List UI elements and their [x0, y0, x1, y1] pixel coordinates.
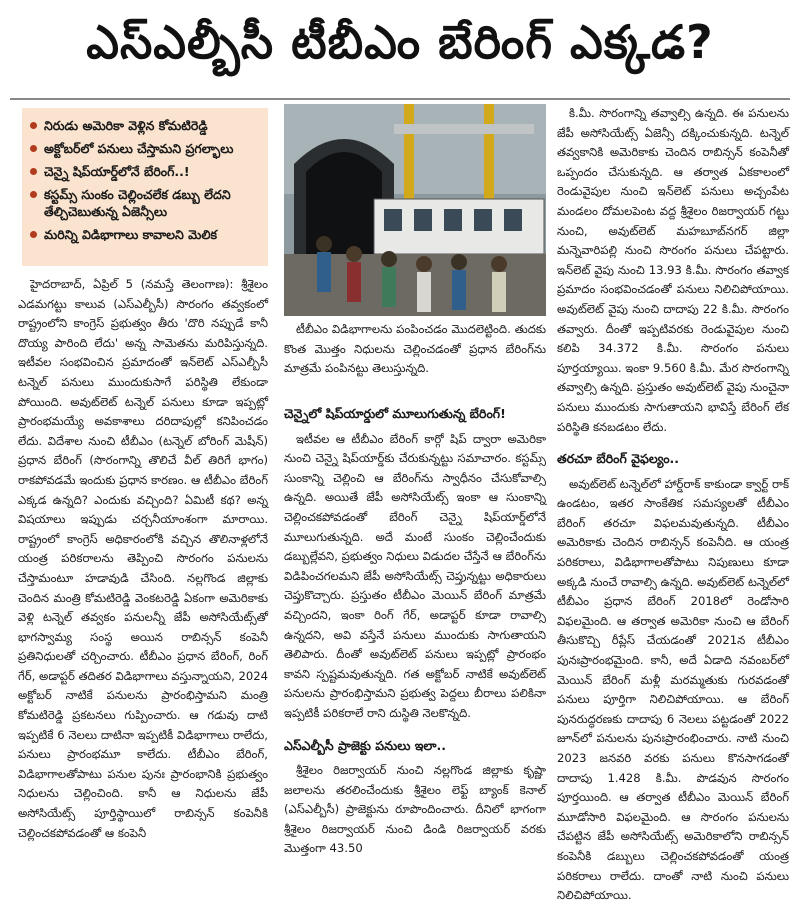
article-paragraph: ఇటీవల ఆ టీబీఎం బేరింగ్ కార్గో షిప్ ద్వారా అమెరికా నుంచి చెన్నై షిప్‌యార్డ్‌కు చేరుకున్నట్టు సమాచారం. కస్టమ్స్ సుంకాన్ని చెల్లించి ఆ బేరింగ్‌ను స్వాధీనం చేసుకోవాల్సి ఉన్నది. అయితే జేపీ అసోసియేట్స్ ఇంకా ఆ సుంకాన్ని చెల్లించకపోవడంతో బేరింగ్ చెన్నై షిప్‌యార్డ్‌లోనే మూలుగుతున్నది. అదే మంటే సుంకం చెల్లించేందుకు డబ్బుల్లేవని, ప్రభుత్వం నిధులు విడుదల చేస్తేనే ఆ బేరింగ్‌ను విడిపించగలమని జేపీ అసోసియేట్స్ చెప్తున్నట్టు అధికారులు చెప్తుకొచ్చారు. ప్రస్తుతం టీబీఎం మెయిన్ బేరింగ్ మాత్రమే వచ్చిందని, ఇంకా రింగ్ గేర్, అడాప్టర్ కూడా రావాల్సి ఉన్నదని, అవి వస్తేనే పనులు ముందుకు సాగుతాయని తెలిపారు. దీంతో అవుట్‌లెట్ పనులు ఇప్పట్లో ప్రారంభం కావని స్పష్టమవుతున్నది. గత అక్టోబర్ నాటికే అవుట్‌లెట్ పనులను ప్రారంభిస్తామని ప్రభుత్వ పెద్దలు బీరాలు పలికినా ఇప్పటికీ పరికరాలే రాని దుస్థితి నెలకొన్నది.	[284, 431, 546, 720]
bullet-icon	[30, 168, 37, 175]
highlight-item	[30, 140, 260, 157]
highlight-item	[30, 117, 260, 134]
bullet-icon	[30, 231, 37, 238]
subheading: తరచూ బేరింగ్ వైఫల్యం..	[557, 451, 680, 467]
highlight-text: అక్టోబర్‌లో పనులు చేస్తామని ప్రగల్భాలు	[44, 141, 234, 156]
article-paragraph: హైదరాబాద్, ఏప్రిల్ 5 (నమస్తే తెలంగాణ): శ్రీశైలం ఎడమగట్టు కాలువ (ఎస్ఎల్బీసీ) సొరంగం తవ్వకంలో రాష్ట్రంలోని కాంగ్రెస్ ప్రభుత్వం తీరు 'దొరి నప్పుడే కానీ దొయ్య పారింది లేదు' అన్న సామెతను మరిపిస్తున్నది. ఇటీవల సంభవించిన ప్రమాదంతో ఇన్‌లెట్ ఎస్ఎల్బీసీ టన్నెల్ పనులు ముందుకుసాగే పరిస్థితి లేకుండా పోయింది. అవుట్‌లెట్ టన్నెల్ పనులు కూడా ఇప్పట్లో ప్రారంభమయ్యే అవకాశాలు దరిదాపుల్లో కనిపించడం లేదు. విదేశాల నుంచి టీబీఎం (టన్నెల్ బోరింగ్ మెషీన్) ప్రధాన బేరింగ్ (సొరంగాన్ని తొలిచే వీల్ తిరిగే భాగం) రాకపోవడమే ఇందుకు ప్రధాన కారణం. ఆ టీబీఎం బేరింగ్ ఎక్కడ ఉన్నది? ఎందుకు వచ్చింది? ఏమిటీ కథ? అన్న విషయాలు ఇప్పుడు చర్చనీయాంశంగా మారాయి. రాష్ట్రంలో కాంగ్రెస్ అధికారంలోకి వచ్చిన తొలినాళ్లలోనే యంత్ర పరికరాలను తెప్పించి సొరంగం పనులను చేస్తామంటూ హడావుడి చేసింది. నల్లగొండ జిల్లాకు చెందిన మంత్రి కోమటిరెడ్డి వెంకటరెడ్డి ఏకంగా అమెరికాకు వెళ్లి టన్నెల్ తవ్వకం పనులన్నీ జేపీ అసోసియేట్స్‌తో భాగస్వామ్య సంస్థ అయిన రాబిన్సన్ కంపెనీ ప్రతినిధులతో చర్చించారు. టీబీఎం ప్రధాన బేరింగ్, రింగ్ గేర్, అడాప్టర్ తదితర విడిభాగాలు వస్తున్నాయని, 2024 అక్టోబర్ నాటికే పనులను ప్రారంభిస్తామని మంత్రి కోమటిరెడ్డి ప్రకటనలు గుప్పించారు. ఆ గడువు దాటి ఇప్పటికే 6 నెలలు దాటినా ఇప్పటికీ విడిభాగాలు రాలేదు, పనులు ప్రారంభమూ కాలేదు. టీబీఎం బేరింగ్, విడిభాగాలతోపాటు పనుల పునః ప్రారంభానికి ప్రభుత్వం నిధులను చెల్లించింది. కానీ ఆ నిధులను జేపీ అసోసియేట్స్ పూర్తిస్థాయిలో రాబిన్సన్ కంపెనీకి చెల్లించకపోవడంతో ఆ కంపెనీ	[18, 277, 268, 840]
article-paragraph: అవుట్‌లెట్ టన్నెల్‌లో హార్డ్‌రాక్ కాకుండా క్వార్ట్ రాక్ ఉండటం, ఇతర సాంకేతిక సమస్యలతో టీబీఎం బేరింగ్ తరచూ విఫలమవుతున్నది. టీబీఎం అమెరికాకు చెందిన రాబిన్సన్ కంపెనీది. ఆ యంత్ర పరికరాలు, విడిభాగాలతోపాటు నిపుణులు కూడా అక్కడి నుంచే రావాల్సి ఉన్నది. అవుట్‌లెట్ టన్నెల్‌లో టీబీఎం ప్రధాన బేరింగ్ 2018లో రెండోసారి విఫలమైంది. ఆ తర్వాత అమెరికా నుంచి ఆ బేరింగ్ తీసుకొచ్చి రీప్లేస్ చేయడంతో 2021న టీబీఎం పునఃప్రారంభమైంది. కానీ, అదే ఏడాది నవంబర్‌లో మెయిన్ బేరింగ్ మళ్లీ మరమ్మతుకు గురవడంతో పనులు పూర్తిగా నిలిచిపోయాయి. ఆ బేరింగ్ పునరుద్ధరణకు దాదాపు 6 నెలలు పట్టడంతో 2022 జూన్‌లో పనులను పునఃప్రారంభించారు. నాటి నుంచి 2023 జనవరి వరకు పనులు కొనసాగడంతో దాదాపు 1.428 కి.మీ. పొడవున సొరంగం పూర్తయింది. ఆ తర్వాత టీబీఎం మెయిన్ బేరింగ్ మూడోసారి విఫలమైంది. ఆ సొరంగం పనులను చేపట్టిన జేపీ అసోసియేట్స్ అమెరికాలోని రాబిన్సన్ కంపెనీకి డబ్బులు చెల్లించకపోవడంతో యంత్ర పరికరాలు రాలేదు. దాంతో నాటి నుంచి పనులు నిలిచిపోయాయి.	[557, 476, 789, 903]
highlight-item	[30, 163, 260, 180]
bullet-icon	[30, 145, 37, 152]
bullet-icon	[30, 191, 37, 198]
subheading: ఎస్ఎల్బీసీ ప్రాజెక్టు పనులు ఇలా..	[284, 737, 446, 753]
headline: ఎస్ఎల్బీసీ టీబీఎం బేరింగ్ ఎక్కడ?	[86, 15, 714, 69]
article-paragraph: శ్రీశైలం రిజర్వాయర్ నుంచి నల్లగొండ జిల్లాకు కృష్ణా జలాలను తరలించేందుకు శ్రీశైలం లెఫ్ట్ బ్యాంక్ కెనాల్ (ఎస్ఎల్బీసీ) ప్రాజెక్టును రూపొందించారు. దీనిలో భాగంగా శ్రీశైలం రిజర్వాయర్ నుంచి డిండి రిజర్వాయర్ వరకు మొత్తంగా 43.50	[284, 763, 546, 856]
subheading: చెన్నైలో షిప్‌యార్డులో మూలుగుతున్న బేరింగ్!	[284, 406, 506, 421]
highlight-text: కస్టమ్స్ సుంకం చెల్లించలేక డబ్బు లేదని తేల్చిచెబుతున్న ఏజెన్సీలు	[44, 187, 231, 219]
article-column-1	[18, 275, 268, 843]
highlights-box	[22, 108, 268, 266]
highlight-item	[30, 226, 260, 243]
tunnel-photo	[284, 104, 546, 316]
highlight-text: నిరుడు అమెరికా వెళ్లిన కోమటిరెడ్డి	[44, 118, 208, 133]
highlight-item	[30, 186, 260, 220]
photo-caption	[284, 320, 546, 379]
caption-text: టీబీఎం విడిభాగాలను పంపించడం మొదలెట్టింది. తుదకు కొంత మొత్తం నిధులను చెల్లించడంతో ప్రధాన బేరింగ్‌ను మాత్రమే పంపినట్టు తెలుస్తున్నది.	[284, 322, 546, 376]
highlight-text: మరిన్ని విడిభాగాలు కావాలని మెలిక	[44, 227, 218, 242]
headline-banner	[0, 0, 800, 96]
bullet-icon	[30, 122, 37, 129]
article-column-2	[284, 404, 546, 859]
headline-divider	[10, 98, 790, 100]
highlight-text: చెన్నై షిప్‌యార్డ్‌లోనే బేరింగ్..!	[44, 164, 190, 179]
tunnel-photo-illustration	[284, 104, 546, 316]
article-paragraph: కి.మీ. సొరంగాన్ని తవ్వాల్సి ఉన్నది. ఈ పనులను జేపీ అసోసియేట్స్ ఏజెన్సీ దక్కించుకున్నది. టన్నెల్ తవ్వకానికి అమెరికాకు చెందిన రాబిన్సన్ కంపెనీతో ఒప్పందం చేసుకున్నది. ఆ తర్వాత ఏకకాలంలో రెండువైపుల నుంచి ఇన్‌లెట్ పనులు అచ్చంపేట మండలం దోమలపెంట వద్ద శ్రీశైలం రిజర్వాయర్ గట్టు నుంచి, అవుట్‌లెట్ మహబూబ్‌నగర్ జిల్లా మన్నెవారిపల్లి నుంచి సొరంగం పనులు చేపట్టారు. ఇన్‌లెట్ వైపు నుంచి 13.93 కి.మీ. సొరంగం తవ్వాక ప్రమాదం సంభవించడంతో పనులు నిలిచిపోయాయి. అవుట్‌లెట్ వైపు నుంచి దాదాపు 22 కి.మీ. సొరంగం తవ్వారు. దీంతో ఇప్పటివరకు రెండువైపుల నుంచి కలిపి 34.372 కి.మీ. సొరంగం పనులు పూర్తయ్యాయి. ఇంకా 9.560 కి.మీ. మేర సొరంగాన్ని తవ్వాల్సి ఉన్నది. ప్రస్తుతం అవుట్‌లెట్ వైపు నుంచైనా పనులు ముందుకు సాగుతాయని భావిస్తే బేరింగ్ లేక పరిస్థితి కనబడటం లేదు.	[557, 106, 789, 434]
article-column-3	[557, 104, 789, 906]
